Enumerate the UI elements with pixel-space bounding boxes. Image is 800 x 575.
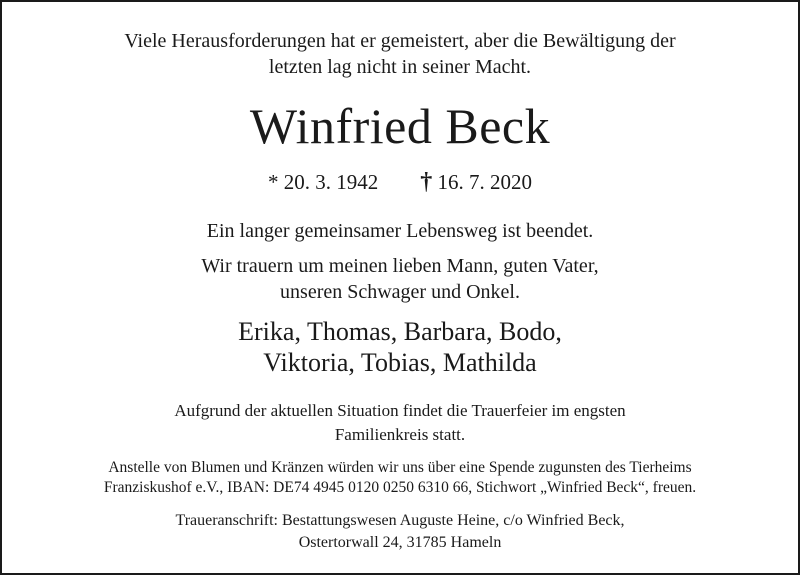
address-line-2: Ostertorwall 24, 31785 Hameln (298, 534, 502, 551)
death-date: 16. 7. 2020 (437, 170, 532, 194)
family-line-2: Viktoria, Tobias, Mathilda (263, 348, 537, 377)
funeral-notice-line-2: Familienkreis statt. (334, 425, 466, 444)
cross-icon: † (420, 169, 433, 195)
birth-date: * 20. 3. 1942 (268, 170, 379, 194)
address-line-1: Traueranschrift: Bestattungswesen Auguste Heine, c/o Winfried Beck, (175, 512, 625, 529)
funeral-notice-line-1: Aufgrund der aktuellen Situation findet die Trauerfeier im engsten (174, 401, 626, 420)
life-dates (2, 168, 798, 196)
intro-line-1: Viele Herausforderungen hat er gemeistert, aber die Bewältigung der (124, 30, 676, 52)
donation-line-2: Franziskushof e.V., IBAN: DE74 4945 0120 0250 6310 66, Stichwort „Winfried Beck“, freuen. (103, 479, 697, 496)
intro-line-2: letzten lag nicht in seiner Macht. (268, 56, 532, 78)
family-line-1: Erika, Thomas, Barbara, Bodo, (238, 317, 562, 346)
deceased-name: Winfried Beck (249, 98, 551, 154)
message-line-3: unseren Schwager und Onkel. (280, 281, 520, 303)
donation-line-1: Anstelle von Blumen und Kränzen würden wir uns über eine Spende zugunsten des Tierheims (108, 459, 692, 476)
message-line-1: Ein langer gemeinsamer Lebensweg ist beendet. (206, 220, 594, 242)
message-line-2: Wir trauern um meinen lieben Mann, guten Vater, (201, 255, 599, 277)
